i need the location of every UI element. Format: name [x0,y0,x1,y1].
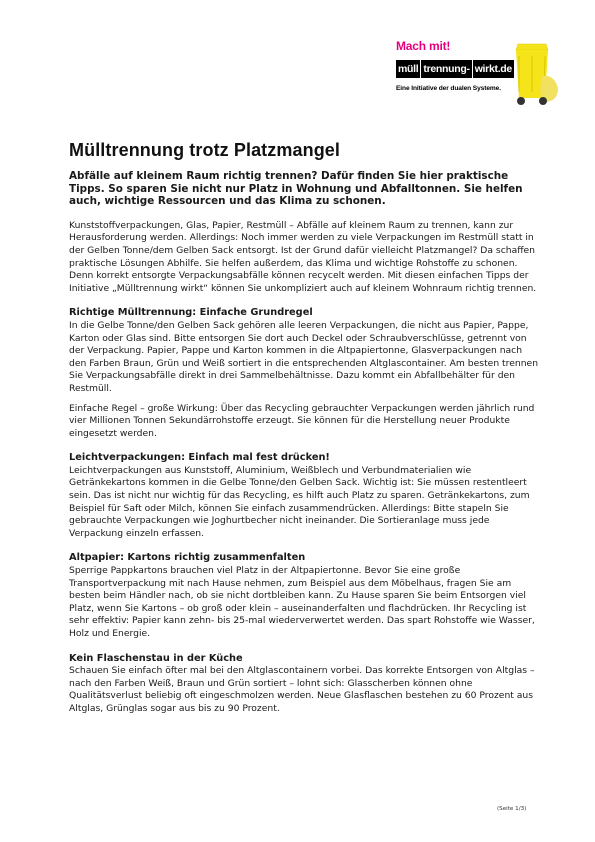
section-heading-grundregel: Richtige Mülltrennung: Einfache Grundregel [69,307,313,319]
section-paragraph: Leichtverpackungen aus Kunststoff, Aluminium, Weißblech und Verbundmaterialien wie Getränkekartons kommen in die Gelbe Tonne/den Gelben Sack. Wichtig ist: Sie müssen restentleert sein. Das ist nicht nur wichtig für das Recycling, es hilft auch Platz zu sparen. Getränkekartons, zum Beispiel für Saft oder Milch, können Sie einfach zusammendrücken. Allerdings: Bitte stapeln Sie gebrauchte Verpackungen wie Joghurtbecher nicht ineinander. Die Sortieranlage muss jede Verpackung einzeln erfassen. [69,464,530,539]
section-heading-altglas: Kein Flaschenstau in der Küche [69,652,243,664]
page-number: (Seite 1/3) [497,806,527,812]
section-paragraph: In die Gelbe Tonne/den Gelben Sack gehören alle leeren Verpackungen, die nicht aus Papier, Pappe, Karton oder Glas sind. Bitte entsorgen Sie dort auch Deckel oder Schraubverschlüsse, getrennt von der Verpackung. Papier, Pappe und Karton kommen in die Altpapiertonne, Glasverpackungen nach den Farben Braun, Grün und Weiß sortiert in die entsprechenden Altglascontainer. Am besten trennen Sie Verpackungsabfälle direkt in drei Sammelbehältnisse. Dazu kommt ein Abfallbehälter für den Restmüll. [69,319,539,394]
document-body [69,170,539,723]
section-paragraph: Schauen Sie einfach öfter mal bei den Altglascontainern vorbei. Das korrekte Entsorgen von Altglas – nach den Farben Weiß, Braun und Grün sortiert – lohnt sich: Glasscherben können ohne Qualitätsverlust beliebig oft eingeschmolzen werden. Neue Glasflaschen bestehen zu 60 Prozent aus Altglas, Grünglas sogar aus bis zu 90 Prozent. [69,665,535,714]
logo-part-wirkt: wirkt.de [473,60,514,78]
section-heading-leichtverpackungen: Leichtverpackungen: Einfach mal fest drücken! [69,452,330,464]
intro-paragraph: Kunststoffverpackungen, Glas, Papier, Restmüll – Abfälle auf kleinem Raum zu trennen, kann zur Herausforderung werden. Allerdings: Noch immer werden zu viele Verpackungen im Restmüll statt in der Gelben Tonne/dem Gelben Sack entsorgt. Ist der Grund dafür vielleicht Platzmangel? Da schaffen praktische Lösungen Abhilfe. Sie helfen außerdem, das Klima und wichtige Rohstoffe zu schonen. Denn korrekt entsorgte Verpackungsabfälle können recycelt werden. Mit diesen einfachen Tipps der Initiative „Mülltrennung wirkt“ können Sie unkompliziert auch auf kleinem Wohnraum richtig trennen. [69,219,537,294]
section-heading-altpapier: Altpapier: Kartons richtig zusammenfalten [69,552,306,564]
logo-slogan: Mach mit! [396,39,451,53]
recycling-bin-icon [502,36,560,106]
logo-part-trennung: trennung- [421,60,471,78]
brand-logo [392,36,557,106]
page-title: Mülltrennung trotz Platzmangel [69,140,340,160]
section-paragraph: Einfache Regel – große Wirkung: Über das Recycling gebrauchter Verpackungen werden jährlich rund vier Millionen Tonnen Sekundärrohstoffe erzeugt. Sie können für die Herstellung neuer Produkte eingesetzt werden. [69,402,535,439]
logo-tagline: Eine Initiative der dualen Systeme. [396,85,501,92]
logo-wordmark [396,60,515,78]
logo-part-muell: müll [396,60,420,78]
lead-paragraph: Abfälle auf kleinem Raum richtig trennen? Dafür finden Sie hier praktische Tipps. So sparen Sie nicht nur Platz in Wohnung und Abfalltonnen. Sie helfen auch, wichtige Ressourcen und das Klima zu schonen. [69,170,523,208]
section-paragraph: Sperrige Pappkartons brauchen viel Platz in der Altpapiertonne. Bevor Sie eine große Transportverpackung mit nach Hause nehmen, zum Beispiel aus dem Möbelhaus, fragen Sie am besten beim Händler nach, ob sie nicht dortbleiben kann. Zu Hause sparen Sie beim Entsorgen viel Platz, wenn Sie Kartons – ob groß oder klein – auseinanderfalten und flachdrücken. Ihr Recycling ist sehr effektiv: Papier kann zehn- bis 25-mal wiederverwertet werden. Das spart Rohstoffe wie Wasser, Holz und Energie. [69,565,535,639]
